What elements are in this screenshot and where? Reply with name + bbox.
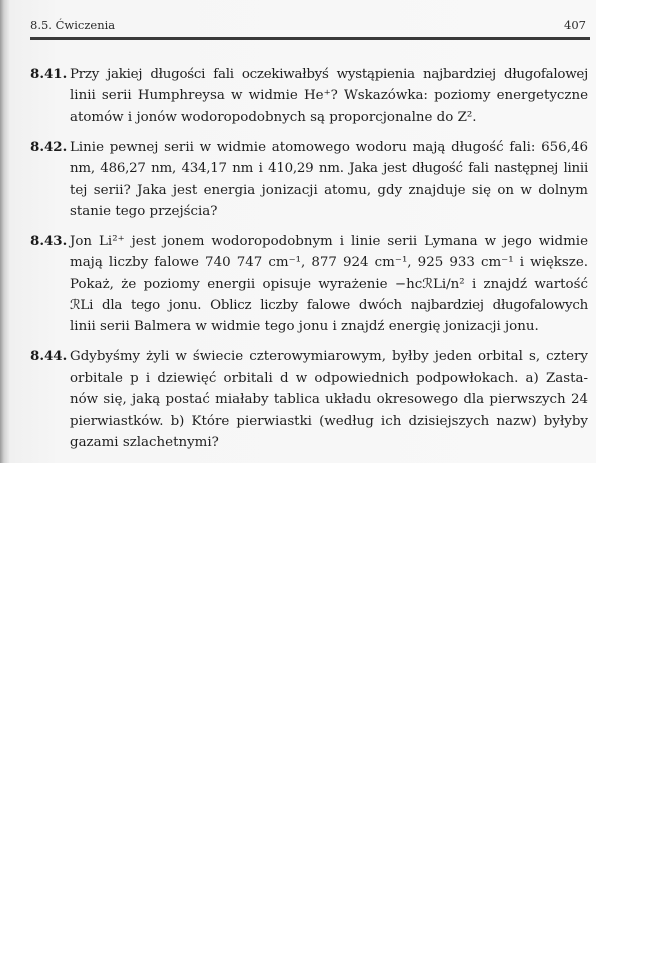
text-line: tej serii? Jaka jest energia jonizacji atomu, gdy znajduje się on w dolnym: [70, 182, 588, 198]
exercise-text: [70, 346, 588, 453]
text-line: atomów i jonów wodoropodobnych są proporcjonalne do Z².: [70, 109, 477, 125]
exercise-8-44: [30, 346, 588, 453]
exercise-text: [70, 137, 588, 223]
text-line: mają liczby falowe 740 747 cm⁻¹, 877 924 cm⁻¹, 925 933 cm⁻¹ i większe.: [70, 255, 588, 271]
exercise-number: 8.44.: [30, 348, 68, 365]
text-line: Gdybyśmy żyli w świecie czterowymiarowym, byłby jeden orbital s, cztery: [70, 349, 588, 365]
text-line: linii serii Balmera w widmie tego jonu i znajdź energię jonizacji jonu.: [70, 319, 539, 335]
page-number: 407: [564, 18, 586, 32]
exercise-list: [30, 64, 588, 462]
section-title: 8.5. Ćwiczenia: [30, 18, 116, 32]
text-line: pierwiastków. b) Które pierwiastki (według ich dzisiejszych nazw) byłyby: [70, 413, 588, 429]
text-line: nów się, jaką postać miałaby tablica układu okresowego dla pierwszych 24: [70, 392, 588, 408]
running-header: [30, 18, 586, 36]
exercise-text: [70, 231, 588, 338]
exercise-8-42: [30, 137, 588, 223]
text-line: ℛLi dla tego jonu. Oblicz liczby falowe dwóch najbardziej długofalowych: [70, 298, 588, 314]
text-line: stanie tego przejścia?: [70, 203, 218, 219]
text-line: nm, 486,27 nm, 434,17 nm i 410,29 nm. Jaka jest długość fali następnej linii: [70, 161, 588, 177]
exercise-number: 8.43.: [30, 232, 68, 249]
text-line: orbitale p i dziewięć orbitali d w odpowiednich podpowłokach. a) Zasta-: [70, 370, 588, 386]
text-line: gazami szlachetnymi?: [70, 435, 219, 450]
header-rule: [30, 37, 590, 40]
text-line: Linie pewnej serii w widmie atomowego wodoru mają długość fali: 656,46: [70, 139, 588, 155]
exercise-text: [70, 64, 588, 128]
text-line: Pokaż, że poziomy energii opisuje wyrażenie −hcℛLi/n² i znajdź wartość: [70, 276, 588, 292]
exercise-8-41: [30, 64, 588, 128]
text-line: linii serii Humphreysa w widmie He⁺? Wskazówka: poziomy energetyczne: [70, 88, 588, 104]
exercise-number: 8.41.: [30, 66, 68, 82]
text-line: Przy jakiej długości fali oczekiwałbyś wystąpienia najbardziej długofalowej: [70, 67, 588, 82]
exercise-number: 8.42.: [30, 138, 68, 155]
exercise-8-43: [30, 231, 588, 338]
text-line: Jon Li²⁺ jest jonem wodoropodobnym i linie serii Lymana w jego widmie: [70, 233, 588, 249]
